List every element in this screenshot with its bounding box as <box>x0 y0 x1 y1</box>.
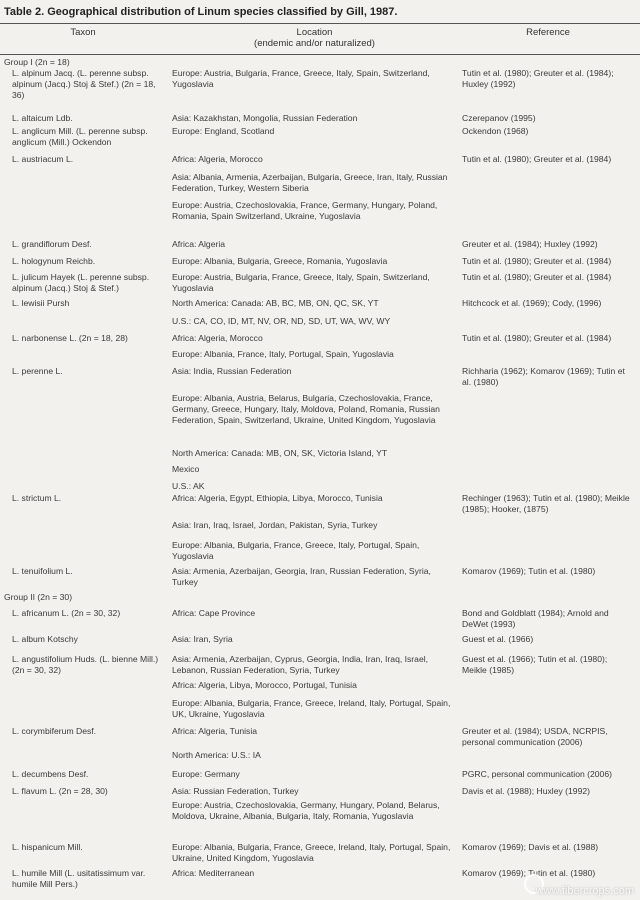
taxon-cell: L. humile Mill (L. usitatissimum var. humile Mill Pers.) <box>12 868 146 889</box>
location-cell: Africa: Algeria, Morocco <box>172 333 263 343</box>
location-cell: Asia: Armenia, Azerbaijan, Georgia, Iran, Russian Federation, Syria, Turkey <box>172 566 431 587</box>
reference-cell: Komarov (1969); Tutin et al. (1980) <box>462 566 596 576</box>
location-cell: Asia: Russian Federation, Turkey <box>172 786 299 796</box>
reference-cell: Komarov (1969); Davis et al. (1988) <box>462 842 599 852</box>
location-cell: Europe: England, Scotland <box>172 126 275 136</box>
watermark: www.fibercrops.com <box>535 885 634 897</box>
header-location <box>172 27 457 49</box>
location-cell: Asia: Albania, Armenia, Azerbaijan, Bulgaria, Greece, Iran, Italy, Russian Federation, Turkey, Western Siberia <box>172 172 448 193</box>
location-cell: Asia: Iran, Iraq, Israel, Jordan, Pakistan, Syria, Turkey <box>172 520 378 530</box>
location-cell: Europe: Germany <box>172 769 240 779</box>
reference-cell: Bond and Goldblatt (1984); Arnold and DeWet (1993) <box>462 608 609 629</box>
location-cell: U.S.: AK <box>172 481 205 491</box>
taxon-cell: L. altaicum Ldb. <box>12 113 73 123</box>
header-location-title: Location <box>296 27 333 38</box>
taxon-cell: L. africanum L. (2n = 30, 32) <box>12 608 121 618</box>
reference-cell: Hitchcock et al. (1969); Cody, (1996) <box>462 298 602 308</box>
taxon-cell: L. hispanicum Mill. <box>12 842 83 852</box>
reference-cell: Greuter et al. (1984); Huxley (1992) <box>462 239 598 249</box>
taxon-cell: L. austriacum L. <box>12 154 74 164</box>
group-heading: Group I (2n = 18) <box>4 57 70 67</box>
reference-cell: Guest et al. (1966); Tutin et al. (1980); Meikle (1985) <box>462 654 608 675</box>
location-cell: Africa: Algeria, Egypt, Ethiopia, Libya, Morocco, Tunisia <box>172 493 383 503</box>
location-cell: Europe: Austria, Bulgaria, France, Greece, Italy, Spain, Switzerland, Yugoslavia <box>172 272 430 293</box>
taxon-cell: L. grandiflorum Desf. <box>12 239 92 249</box>
taxon-cell: L. strictum L. <box>12 493 62 503</box>
reference-cell: Tutin et al. (1980); Greuter et al. (1984); Huxley (1992) <box>462 68 614 89</box>
location-cell: Asia: Iran, Syria <box>172 634 233 644</box>
location-cell: Africa: Algeria <box>172 239 226 249</box>
location-cell: Europe: Austria, Czechoslovakia, France, Germany, Hungary, Poland, Romania, Spain Switzerland, Ukraine, Yugoslavia <box>172 200 438 221</box>
group-heading: Group II (2n = 30) <box>4 592 73 602</box>
location-cell: North America: Canada: AB, BC, MB, ON, QC, SK, YT <box>172 298 379 308</box>
location-cell: North America: Canada: MB, ON, SK, Victoria Island, YT <box>172 448 388 458</box>
location-cell: Europe: Albania, Bulgaria, Greece, Romania, Yugoslavia <box>172 256 388 266</box>
header-taxon: Taxon <box>70 27 96 38</box>
taxon-cell: L. narbonense L. (2n = 18, 28) <box>12 333 128 343</box>
location-cell: North America: U.S.: IA <box>172 750 261 760</box>
taxon-cell: L. alpinum Jacq. (L. perenne subsp. alpinum (Jacq.) Stoj & Stef.) (2n = 18, 36) <box>12 68 156 100</box>
reference-cell: Richharia (1962); Komarov (1969); Tutin et al. (1980) <box>462 366 625 387</box>
taxon-cell: L. tenuifolium L. <box>12 566 73 576</box>
reference-cell: Davis et al. (1988); Huxley (1992) <box>462 786 591 796</box>
taxon-cell: L. flavum L. (2n = 28, 30) <box>12 786 108 796</box>
reference-cell: Komarov (1969); Tutin et al. (1980) <box>462 868 596 878</box>
location-cell: Africa: Algeria, Morocco <box>172 154 263 164</box>
reference-cell: Tutin et al. (1980); Greuter et al. (1984) <box>462 256 612 266</box>
taxon-cell: L. album Kotschy <box>12 634 78 644</box>
taxon-cell: L. corymbiferum Desf. <box>12 726 97 736</box>
table-caption: Table 2. Geographical distribution of Linum species classified by Gill, 1987. <box>4 6 398 18</box>
reference-cell: Greuter et al. (1984); USDA, NCRPIS, personal communication (2006) <box>462 726 608 747</box>
taxon-cell: L. anglicum Mill. (L. perenne subsp. anglicum (Mill.) Ockendon <box>12 126 148 147</box>
location-cell: Europe: Albania, France, Italy, Portugal, Spain, Yugoslavia <box>172 349 394 359</box>
location-cell: Asia: India, Russian Federation <box>172 366 292 376</box>
location-cell: Africa: Mediterranean <box>172 868 255 878</box>
reference-cell: Czerepanov (1995) <box>462 113 536 123</box>
reference-cell: Rechinger (1963); Tutin et al. (1980); Meikle (1985); Hooker, (1875) <box>462 493 630 514</box>
header-reference: Reference <box>526 27 570 38</box>
reference-cell: Guest et al. (1966) <box>462 634 534 644</box>
location-cell: U.S.: CA, CO, ID, MT, NV, OR, ND, SD, UT, WA, WV, WY <box>172 316 391 326</box>
taxon-cell: L. hologynum Reichb. <box>12 256 96 266</box>
taxon-cell: L. lewisii Pursh <box>12 298 70 308</box>
location-cell: Africa: Algeria, Tunisia <box>172 726 258 736</box>
taxon-cell: L. perenne L. <box>12 366 63 376</box>
location-cell: Europe: Albania, Austria, Belarus, Bulgaria, Czechoslovakia, France, Germany, Greece, Hungary, Italy, Moldova, Poland, Romania, Russian Federation, Spain, Switzerland, Ukraine, United Kingdom, Yugoslavia <box>172 393 440 425</box>
location-cell: Europe: Austria, Czechoslovakia, Germany, Hungary, Poland, Belarus, Moldova, Ukraine, Albania, Bulgaria, Italy, Romania, Yugoslavia <box>172 800 440 821</box>
location-cell: Africa: Cape Province <box>172 608 256 618</box>
location-cell: Europe: Albania, Bulgaria, France, Greece, Ireland, Italy, Portugal, Spain, Ukraine, United Kingdom, Yugoslavia <box>172 842 451 863</box>
location-cell: Europe: Austria, Bulgaria, France, Greece, Italy, Spain, Switzerland, Yugoslavia <box>172 68 430 89</box>
taxon-cell: L. angustifolium Huds. (L. bienne Mill.) (2n = 30, 32) <box>12 654 159 675</box>
header-top-rule <box>0 23 640 24</box>
location-cell: Europe: Albania, Bulgaria, France, Greece, Italy, Portugal, Spain, Yugoslavia <box>172 540 420 561</box>
location-cell: Europe: Albania, Bulgaria, France, Greece, Ireland, Italy, Portugal, Spain, UK, Ukraine, Yugoslavia <box>172 698 451 719</box>
location-cell: Asia: Kazakhstan, Mongolia, Russian Federation <box>172 113 358 123</box>
header-bottom-rule <box>0 54 640 55</box>
location-cell: Asia: Armenia, Azerbaijan, Cyprus, Georgia, India, Iran, Iraq, Israel, Lebanon, Russian Federation, Syria, Turkey <box>172 654 429 675</box>
reference-cell: Tutin et al. (1980); Greuter et al. (1984) <box>462 333 612 343</box>
reference-cell: Ockendon (1968) <box>462 126 529 136</box>
taxon-cell: L. decumbens Desf. <box>12 769 89 779</box>
reference-cell: PGRC, personal communication (2006) <box>462 769 612 779</box>
location-cell: Africa: Algeria, Libya, Morocco, Portugal, Tunisia <box>172 680 357 690</box>
reference-cell: Tutin et al. (1980); Greuter et al. (1984) <box>462 154 612 164</box>
header-location-subtitle: (endemic and/or naturalized) <box>254 38 375 49</box>
location-cell: Mexico <box>172 464 200 474</box>
taxon-cell: L. julicum Hayek (L. perenne subsp. alpinum (Jacq.) Stoj & Stef.) <box>12 272 150 293</box>
reference-cell: Tutin et al. (1980); Greuter et al. (1984) <box>462 272 612 282</box>
